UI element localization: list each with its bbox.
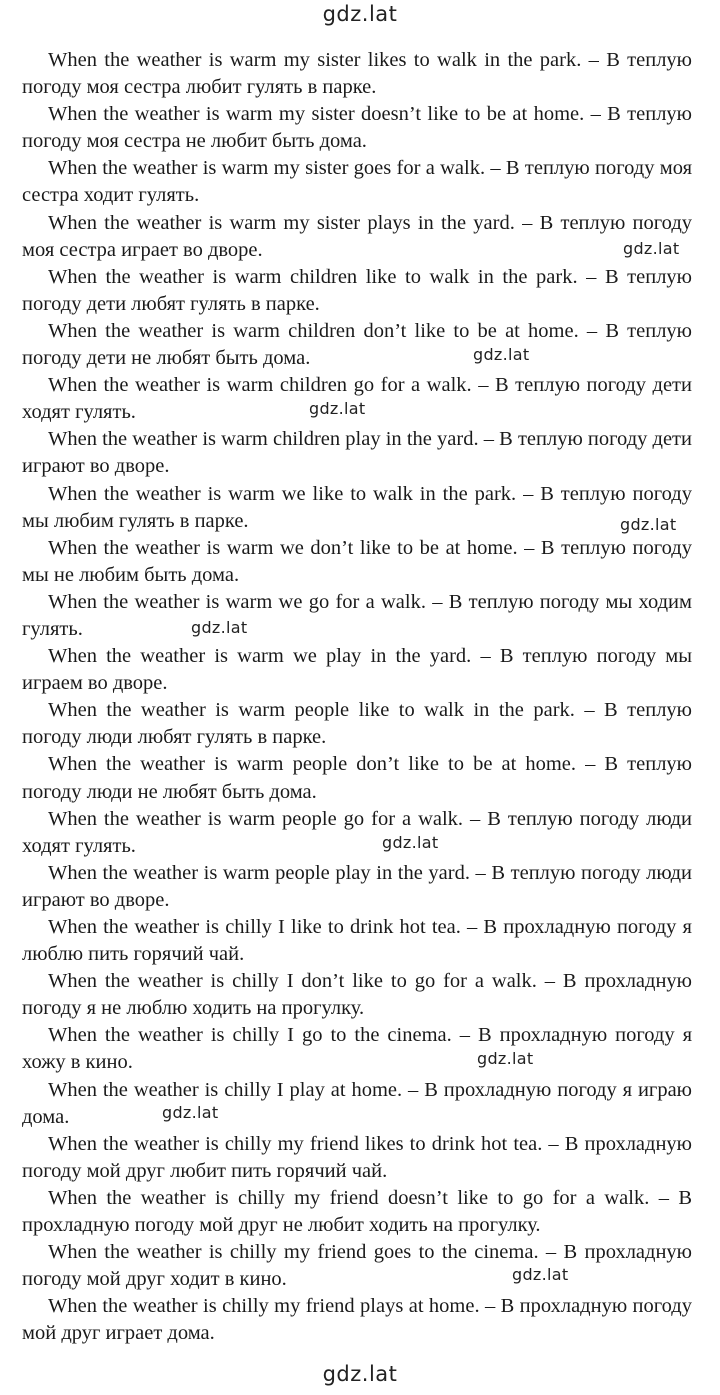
- sentence-paragraph: When the weather is warm my sister plays in the yard. – В теплую погоду моя сестра играет во дворе.: [22, 211, 692, 261]
- inline-watermark: gdz.lat: [623, 239, 680, 258]
- inline-watermark: gdz.lat: [620, 515, 677, 534]
- sentence-paragraph: When the weather is warm children play in the yard. – В теплую погоду дети играют во дворе.: [22, 428, 692, 478]
- inline-watermark: gdz.lat: [512, 1265, 569, 1284]
- inline-watermark: gdz.lat: [191, 618, 248, 637]
- inline-watermark: gdz.lat: [473, 345, 530, 364]
- sentence-paragraph: When the weather is warm people don’t like to be at home. – В теплую погоду люди не любят быть дома.: [22, 753, 692, 803]
- sentence-paragraph: When the weather is warm my sister likes to walk in the park. – В теплую погоду моя сестра любит гулять в парке.: [22, 49, 692, 99]
- inline-watermark: gdz.lat: [162, 1103, 219, 1122]
- sentence-paragraph: When the weather is chilly I go to the cinema. – В прохладную погоду я хожу в кино.: [22, 1024, 692, 1074]
- sentence-paragraph: When the weather is warm people like to walk in the park. – В теплую погоду люди любят гулять в парке.: [22, 699, 692, 749]
- sentence-paragraph: When the weather is chilly my friend likes to drink hot tea. – В прохладную погоду мой друг любит пить горячий чай.: [22, 1132, 692, 1182]
- sentence-paragraph: When the weather is chilly my friend goes to the cinema. – В прохладную погоду мой друг ходит в кино.: [22, 1241, 692, 1291]
- site-header-watermark: gdz.lat: [322, 2, 398, 26]
- sentence-paragraph: When the weather is warm children go for a walk. – В теплую погоду дети ходят гулять.: [22, 374, 692, 424]
- sentence-paragraph: When the weather is chilly I play at home. – В прохладную погоду я играю дома.: [22, 1078, 692, 1128]
- sentence-paragraph: When the weather is warm people go for a walk. – В теплую погоду люди ходят гулять.: [22, 807, 692, 857]
- sentence-paragraph: When the weather is warm we play in the yard. – В теплую погоду мы играем во дворе.: [22, 645, 692, 695]
- sentence-paragraph: When the weather is warm children like to walk in the park. – В теплую погоду дети любят гулять в парке.: [22, 265, 692, 315]
- inline-watermark: gdz.lat: [382, 833, 439, 852]
- sentence-paragraph: When the weather is chilly I like to drink hot tea. – В прохладную погоду я люблю пить горячий чай.: [22, 916, 692, 966]
- sentence-paragraph: When the weather is warm my sister doesn’t like to be at home. – В теплую погоду моя сестра не любит быть дома.: [22, 103, 692, 153]
- sentence-paragraph: When the weather is warm people play in the yard. – В теплую погоду люди играют во дворе.: [22, 861, 692, 911]
- sentence-paragraph: When the weather is warm we go for a walk. – В теплую погоду мы ходим гулять.: [22, 590, 692, 640]
- sentence-paragraph: When the weather is warm we like to walk in the park. – В теплую погоду мы любим гулять в парке.: [22, 482, 692, 532]
- sentence-paragraph: When the weather is warm children don’t like to be at home. – В теплую погоду дети не любят быть дома.: [22, 319, 692, 370]
- document-body: [22, 47, 692, 1348]
- sentence-paragraph: When the weather is warm we don’t like to be at home. – В теплую погоду мы не любим быть дома.: [22, 536, 692, 586]
- site-footer-watermark: gdz.lat: [322, 1362, 398, 1386]
- sentence-paragraph: When the weather is chilly my friend doesn’t like to go for a walk. – В прохладную погоду мой друг не любит ходить на прогулку.: [22, 1186, 692, 1237]
- inline-watermark: gdz.lat: [477, 1049, 534, 1068]
- sentence-paragraph: When the weather is warm my sister goes for a walk. – В теплую погоду моя сестра ходит гулять.: [22, 157, 692, 207]
- inline-watermark: gdz.lat: [309, 399, 366, 418]
- sentence-paragraph: When the weather is chilly my friend plays at home. – В прохладную погоду мой друг играет дома.: [22, 1295, 692, 1345]
- sentence-paragraph: When the weather is chilly I don’t like to go for a walk. – В прохладную погоду я не люблю ходить на прогулку.: [22, 970, 692, 1020]
